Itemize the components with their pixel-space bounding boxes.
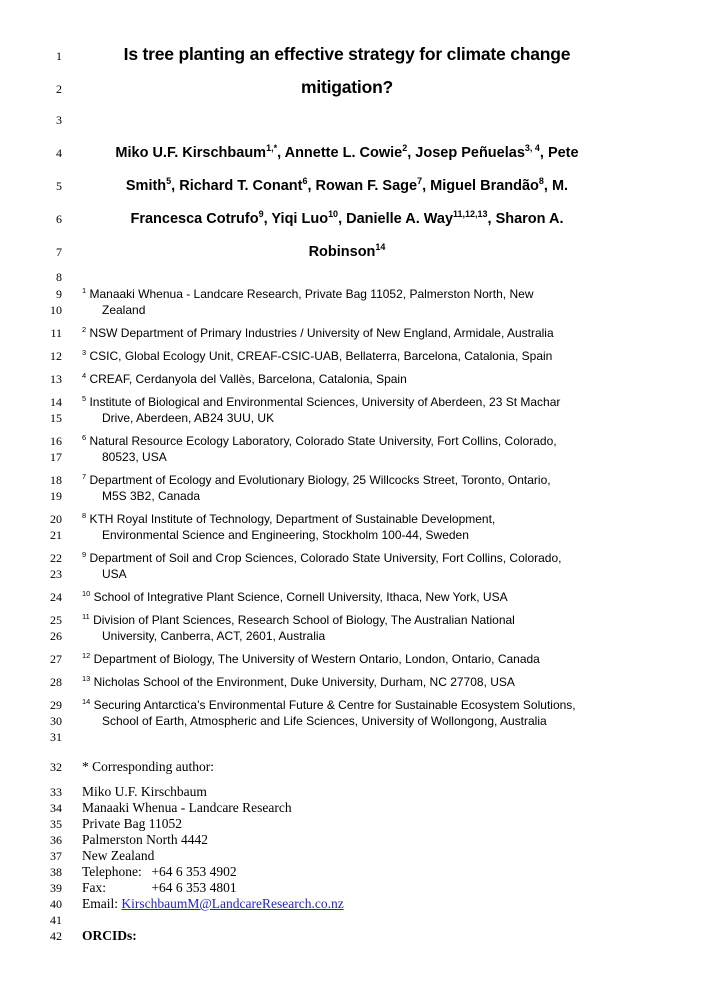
line-number: 14 xyxy=(50,395,62,409)
text-run: , M. xyxy=(543,178,569,194)
line-content xyxy=(82,394,612,410)
superscript: 13 xyxy=(82,674,91,683)
text-run: , Rowan F. Sage xyxy=(307,178,418,194)
line-number: 41 xyxy=(50,913,62,927)
text-run: , Miguel Brandão xyxy=(422,178,539,194)
superscript: 1,* xyxy=(266,143,278,154)
text-run: Department of Ecology and Evolutionary Biology, 25 Willcocks Street, Toronto, Ontario, xyxy=(86,473,551,487)
text-run: Division of Plant Sciences, Research School of Biology, The Australian National xyxy=(89,613,515,627)
line-row xyxy=(0,832,707,848)
line-content xyxy=(82,713,632,729)
line-row xyxy=(0,800,707,816)
line-row xyxy=(0,566,707,582)
line-row xyxy=(0,410,707,426)
text-run: 80523, USA xyxy=(102,450,167,464)
line-number: 40 xyxy=(50,897,62,911)
line-content xyxy=(82,236,612,269)
text-run: Manaaki Whenua - Landcare Research, Private Bag 11052, Palmerston North, New xyxy=(86,287,534,301)
line-number: 32 xyxy=(50,760,62,774)
text-run: Zealand xyxy=(102,303,146,317)
line-row xyxy=(0,928,707,944)
line-row xyxy=(0,394,707,410)
line-number: 17 xyxy=(50,450,62,464)
line-content xyxy=(82,864,612,880)
line-content xyxy=(82,472,612,488)
text-run: Manaaki Whenua - Landcare Research xyxy=(82,800,292,815)
line-row xyxy=(0,433,707,449)
line-content xyxy=(82,896,612,912)
text-run: +64 6 353 4902 xyxy=(148,864,237,879)
line-row xyxy=(0,848,707,864)
line-content xyxy=(82,848,612,864)
text-run: USA xyxy=(102,567,127,581)
text-run: , Annette L. Cowie xyxy=(277,145,403,161)
line-content xyxy=(82,325,612,341)
line-number: 34 xyxy=(50,801,62,815)
superscript: 7 xyxy=(417,176,423,187)
line-number: 31 xyxy=(50,730,62,744)
line-number: 18 xyxy=(50,473,62,487)
line-row xyxy=(0,784,707,800)
line-row xyxy=(0,912,707,928)
text-run: Palmerston North 4442 xyxy=(82,832,208,847)
line-row xyxy=(0,137,707,170)
line-content xyxy=(82,674,612,690)
text-run: , Richard T. Conant xyxy=(171,178,303,194)
line-number: 3 xyxy=(56,113,62,127)
line-content xyxy=(82,784,612,800)
text-run: , Josep Peñuelas xyxy=(407,145,525,161)
text-run: * Corresponding author: xyxy=(82,759,214,774)
line-number: 24 xyxy=(50,590,62,604)
text-run: , Sharon A. xyxy=(487,211,564,227)
line-row xyxy=(0,864,707,880)
superscript: 9 xyxy=(258,209,264,220)
line-content xyxy=(82,302,632,318)
superscript: 12 xyxy=(82,651,91,660)
line-number: 26 xyxy=(50,629,62,643)
line-row xyxy=(0,697,707,713)
field-label: Telephone: xyxy=(82,864,142,879)
line-row xyxy=(0,170,707,203)
line-content xyxy=(82,449,632,465)
text-run: Robinson xyxy=(308,244,376,260)
superscript: 10 xyxy=(328,209,339,220)
superscript: 3, 4 xyxy=(524,143,540,154)
line-row xyxy=(0,348,707,364)
text-run: Institute of Biological and Environmental Sciences, University of Aberdeen, 23 St Machar xyxy=(86,395,561,409)
line-number: 33 xyxy=(50,785,62,799)
line-number: 20 xyxy=(50,512,62,526)
line-content xyxy=(82,928,612,944)
line-content xyxy=(82,589,612,605)
line-row xyxy=(0,302,707,318)
line-content xyxy=(82,371,612,387)
text-run: School of Earth, Atmospheric and Life Sciences, University of Wollongong, Australia xyxy=(102,714,547,728)
text-run: Miko U.F. Kirschbaum xyxy=(82,784,207,799)
line-row xyxy=(0,880,707,896)
line-row xyxy=(0,713,707,729)
line-number: 19 xyxy=(50,489,62,503)
line-number: 15 xyxy=(50,411,62,425)
line-content xyxy=(82,410,632,426)
superscript: 11 xyxy=(82,612,90,621)
line-row xyxy=(0,472,707,488)
line-number: 42 xyxy=(50,929,62,943)
line-row xyxy=(0,589,707,605)
line-row xyxy=(0,449,707,465)
line-row xyxy=(0,236,707,269)
text-run: University, Canberra, ACT, 2601, Australia xyxy=(102,629,326,643)
superscript: 14 xyxy=(82,697,91,706)
text-run: New Zealand xyxy=(82,848,155,863)
line-content xyxy=(82,651,612,667)
line-content xyxy=(82,38,612,71)
line-row xyxy=(0,527,707,543)
superscript: 2 xyxy=(82,325,87,334)
text-run: Francesca Cotrufo xyxy=(130,211,259,227)
text-run: Department of Biology, The University of Western Ontario, London, Ontario, Canada xyxy=(90,652,540,666)
text-run: Miko U.F. Kirschbaum xyxy=(115,145,267,161)
line-number: 38 xyxy=(50,865,62,879)
line-content xyxy=(82,697,612,713)
email-link[interactable]: KirschbaumM@LandcareResearch.co.nz xyxy=(121,896,344,911)
line-number: 7 xyxy=(56,245,62,259)
line-content xyxy=(82,759,612,775)
line-content xyxy=(82,612,612,628)
line-content xyxy=(82,628,632,644)
line-number: 21 xyxy=(50,528,62,542)
text-run: , Pete xyxy=(539,145,579,161)
text-run: Smith xyxy=(125,178,167,194)
text-run: KTH Royal Institute of Technology, Department of Sustainable Development, xyxy=(86,512,496,526)
line-number: 23 xyxy=(50,567,62,581)
line-row xyxy=(0,203,707,236)
line-content xyxy=(82,170,612,203)
superscript: 6 xyxy=(302,176,308,187)
line-number: 25 xyxy=(50,613,62,627)
line-content xyxy=(82,286,612,302)
superscript: 9 xyxy=(82,550,87,559)
line-content xyxy=(82,832,612,848)
line-content xyxy=(82,816,612,832)
line-row xyxy=(0,38,707,71)
line-number: 27 xyxy=(50,652,62,666)
text-run: ORCIDs: xyxy=(82,928,137,943)
superscript: 5 xyxy=(82,394,87,403)
line-number: 9 xyxy=(56,287,62,301)
text-run: Private Bag 11052 xyxy=(82,816,182,831)
line-row xyxy=(0,269,707,286)
line-number: 39 xyxy=(50,881,62,895)
line-content xyxy=(82,137,612,170)
line-row xyxy=(0,651,707,667)
line-row xyxy=(0,816,707,832)
superscript: 3 xyxy=(82,348,87,357)
line-number: 12 xyxy=(50,349,62,363)
line-row xyxy=(0,511,707,527)
line-row xyxy=(0,759,707,775)
text-run: +64 6 353 4801 xyxy=(148,880,237,895)
line-content xyxy=(82,527,632,543)
line-number: 36 xyxy=(50,833,62,847)
text-run: CREAF, Cerdanyola del Vallès, Barcelona, Catalonia, Spain xyxy=(86,372,407,386)
text-run: Natural Resource Ecology Laboratory, Colorado State University, Fort Collins, Colorado, xyxy=(86,434,557,448)
text-run: mitigation? xyxy=(300,77,394,97)
line-content xyxy=(82,511,612,527)
line-row xyxy=(0,371,707,387)
line-row xyxy=(0,71,707,104)
superscript: 10 xyxy=(82,589,91,598)
text-run: M5S 3B2, Canada xyxy=(102,489,201,503)
superscript: 8 xyxy=(538,176,544,187)
superscript: 11,12,13 xyxy=(453,209,488,220)
line-content xyxy=(82,71,612,104)
text-run: CSIC, Global Ecology Unit, CREAF-CSIC-UAB, Bellaterra, Barcelona, Catalonia, Spain xyxy=(86,349,553,363)
text-run: Email: xyxy=(82,896,122,911)
superscript: 4 xyxy=(82,371,87,380)
line-content xyxy=(82,800,612,816)
superscript: 14 xyxy=(375,242,386,253)
line-content xyxy=(82,880,612,896)
line-number: 22 xyxy=(50,551,62,565)
line-number: 35 xyxy=(50,817,62,831)
line-content xyxy=(82,433,612,449)
superscript: 5 xyxy=(166,176,172,187)
superscript: 6 xyxy=(82,433,87,442)
line-row xyxy=(0,286,707,302)
line-number: 4 xyxy=(56,146,62,160)
line-content xyxy=(82,566,632,582)
line-number: 2 xyxy=(56,82,62,96)
superscript: 2 xyxy=(402,143,408,154)
line-number: 28 xyxy=(50,675,62,689)
line-row xyxy=(0,325,707,341)
text-run: Environmental Science and Engineering, Stockholm 100-44, Sweden xyxy=(102,528,469,542)
line-row xyxy=(0,612,707,628)
superscript: 7 xyxy=(82,472,87,481)
line-row xyxy=(0,104,707,137)
line-number: 5 xyxy=(56,179,62,193)
text-run: , Yiqi Luo xyxy=(263,211,329,227)
text-run: Securing Antarctica’s Environmental Future & Centre for Sustainable Ecosystem Solutions, xyxy=(90,698,576,712)
line-number: 10 xyxy=(50,303,62,317)
text-run: School of Integrative Plant Science, Cornell University, Ithaca, New York, USA xyxy=(90,590,508,604)
line-row xyxy=(0,488,707,504)
text-run: , Danielle A. Way xyxy=(338,211,454,227)
line-number: 8 xyxy=(56,270,62,284)
line-content xyxy=(82,550,612,566)
line-number: 6 xyxy=(56,212,62,226)
line-row xyxy=(0,896,707,912)
superscript: 8 xyxy=(82,511,87,520)
line-content xyxy=(82,488,632,504)
field-label: Fax: xyxy=(82,880,107,895)
text-run: NSW Department of Primary Industries / University of New England, Armidale, Australia xyxy=(86,326,554,340)
line-number: 29 xyxy=(50,698,62,712)
superscript: 1 xyxy=(82,286,87,295)
line-number: 13 xyxy=(50,372,62,386)
manuscript-lines xyxy=(0,38,707,944)
line-row xyxy=(0,550,707,566)
text-run: Department of Soil and Crop Sciences, Colorado State University, Fort Collins, Colorado, xyxy=(86,551,562,565)
text-run: Nicholas School of the Environment, Duke University, Durham, NC 27708, USA xyxy=(90,675,515,689)
line-content xyxy=(82,203,612,236)
line-number: 37 xyxy=(50,849,62,863)
line-number: 1 xyxy=(56,49,62,63)
text-run: Is tree planting an effective strategy for climate change xyxy=(123,44,571,64)
line-number: 11 xyxy=(50,326,62,340)
line-row xyxy=(0,674,707,690)
line-row xyxy=(0,729,707,745)
text-run: Drive, Aberdeen, AB24 3UU, UK xyxy=(102,411,275,425)
line-row xyxy=(0,628,707,644)
line-content xyxy=(82,348,612,364)
line-number: 30 xyxy=(50,714,62,728)
line-number: 16 xyxy=(50,434,62,448)
